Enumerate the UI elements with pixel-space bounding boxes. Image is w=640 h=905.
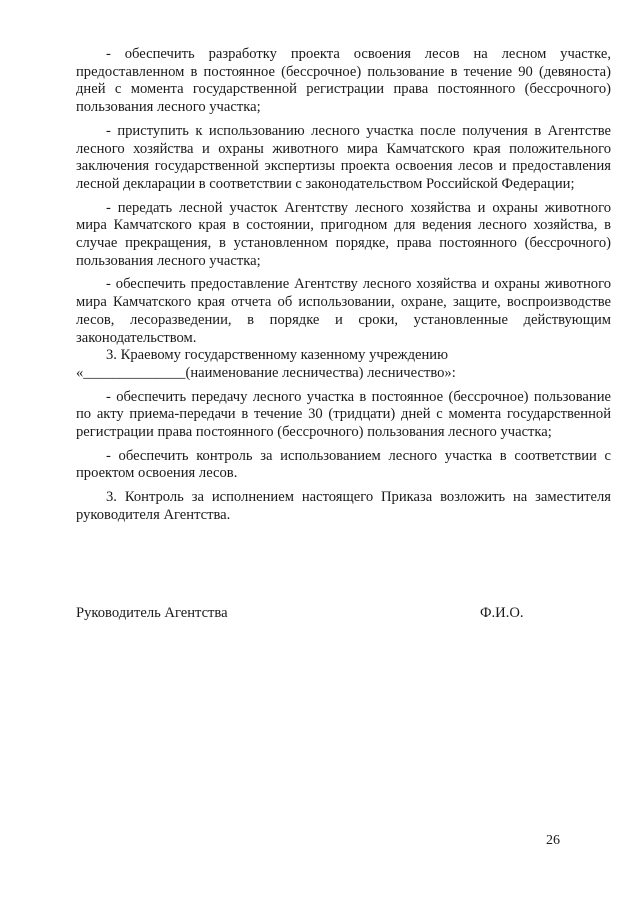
paragraph-provide-report: - обеспечить предоставление Агентству лесного хозяйства и охраны животного мира Камчатского края отчета об использовании, охране, защите, воспроизводстве лесов, лесоразведении, в порядке и сроки, установленные действующим законодательством.: [76, 276, 611, 346]
page-number: 26: [546, 833, 560, 848]
paragraph-control-use: - обеспечить контроль за использованием лесного участка в соответствии с проектом освоения лесов.: [76, 447, 611, 482]
paragraph-transfer-by-act: - обеспечить передачу лесного участка в постоянное (бессрочное) пользование по акту приема-передачи в течение 30 (тридцати) дней с момента государственной регистрации права постоянного (бессрочного) пользования лесного участка;: [76, 388, 611, 441]
document-body: [76, 46, 611, 525]
signature-name: Ф.И.О.: [480, 605, 524, 621]
paragraph-item-3-institution: 3. Краевому государственному казенному учреждению: [106, 347, 448, 364]
paragraph-forestry-name: «______________(наименование лесничества) лесничество»:: [76, 364, 456, 381]
paragraph-transfer-plot: - передать лесной участок Агентству лесного хозяйства и охраны животного мира Камчатского края в состоянии, пригодном для ведения лесного хозяйства, в случае прекращения, в установленном порядке, права постоянного (бессрочного) пользования лесного участка;: [76, 199, 611, 269]
paragraph-develop-forest-project: - обеспечить разработку проекта освоения лесов на лесном участке, предоставленном в постоянное (бессрочное) пользование в течение 90 (девяноста) дней с момента государственной регистрации права постоянного (бессрочного) пользования лесного участка;: [76, 46, 611, 116]
paragraph-start-forest-use: - приступить к использованию лесного участка после получения в Агентстве лесного хозяйства и охраны животного мира Камчатского края положительного заключения государственной экспертизы проекта освоения лесов и предоставления лесной декларации в соответствии с законодательством Российской Федерации;: [76, 122, 611, 192]
paragraph-control-execution: 3. Контроль за исполнением настоящего Приказа возложить на заместителя руководителя Агентства.: [76, 489, 611, 523]
signature-role: Руководитель Агентства: [76, 605, 228, 621]
